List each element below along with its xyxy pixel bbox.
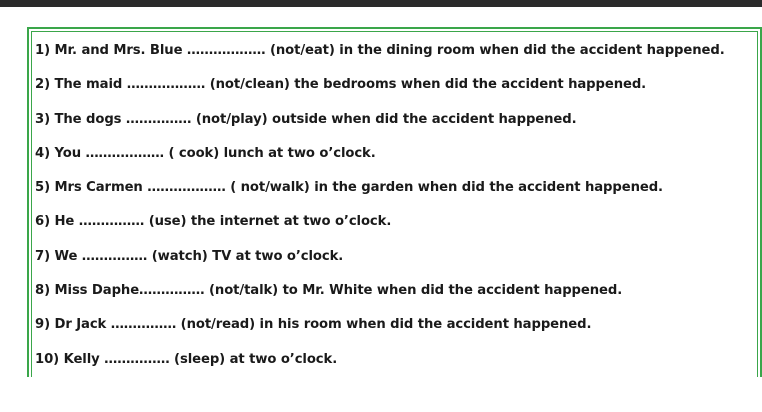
exercise-item-1: 1) Mr. and Mrs. Blue ……………… (not/eat) in the dining room when did the accident happened. (35, 43, 725, 58)
exercise-item-5: 5) Mrs Carmen ……………… ( not/walk) in the garden when did the accident happened. (35, 180, 663, 196)
exercise-item-9: 9) Dr Jack …………… (not/read) in his room when did the accident happened. (35, 317, 592, 333)
exercise-item-8: 8) Miss Daphe…………… (not/talk) to Mr. White when did the accident happened. (35, 283, 623, 299)
exercise-item-2: 2) The maid ……………… (not/clean) the bedrooms when did the accident happened. (35, 77, 647, 93)
exercise-item-7: 7) We …………… (watch) TV at two o’clock. (35, 248, 344, 264)
exercise-item-6: 6) He …………… (use) the internet at two o’clock. (35, 214, 392, 230)
exercise-item-3: 3) The dogs …………… (not/play) outside when did the accident happened. (35, 111, 577, 127)
top-bar (0, 0, 762, 7)
exercise-item-4: 4) You ……………… ( cook) lunch at two o’clock. (35, 145, 376, 161)
exercise-list (35, 40, 755, 383)
exercise-item-10: 10) Kelly …………… (sleep) at two o’clock. (35, 351, 338, 367)
